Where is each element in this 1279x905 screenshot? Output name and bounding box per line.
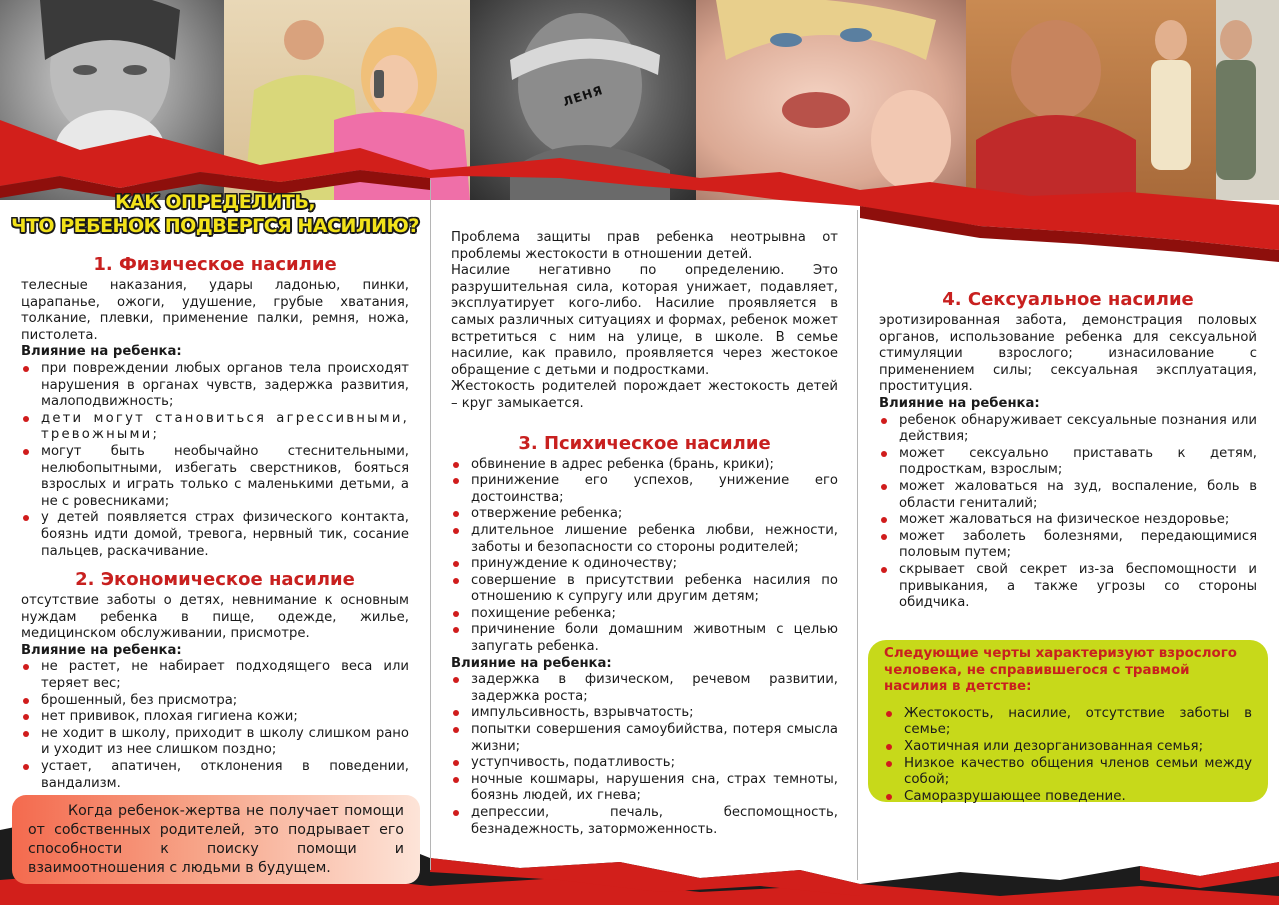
- psychological-list: [451, 457, 838, 656]
- middle-column: [451, 230, 838, 838]
- list-item: ночные кошмары, нарушения сна, страх темноты, боязнь людей, их гнева;: [451, 772, 838, 805]
- traits-heading: Следующие черты характеризуют взрослого человека, не справившегося с травмой насилия в детстве:: [884, 646, 1237, 695]
- main-title-line1: КАК ОПРЕДЕЛИТЬ,: [114, 191, 316, 213]
- list-item: похищение ребенка;: [451, 606, 838, 623]
- intro-p2: Насилие негативно по определению. Это разрушительная сила, которая унижает, подавляет, эксплуатирует кого-либо. Насилие проявляется в самых различных ситуациях и формах, ребенок может встретиться с ним на улице, в школе. В семье насилие, как правило, проявляется через жестокое обращение с детьми и подростками.: [451, 263, 838, 378]
- list-item: скрывает свой секрет из-за беспомощности и привыкания, а также угрозы со стороны обидчика.: [879, 562, 1257, 612]
- list-item: могут быть необычайно стеснительными, нелюбопытными, избегать сверстников, бояться взрослых и играть только с маленькими детьми, а не с ровесниками;: [21, 444, 409, 510]
- physical-heading: 1. Физическое насилие: [93, 254, 337, 275]
- list-item: Саморазрушающее поведение.: [884, 789, 1252, 806]
- list-item: импульсивность, взрывчатость;: [451, 705, 838, 722]
- list-item: брошенный, без присмотра;: [21, 693, 409, 710]
- intro-p3: Жестокость родителей порождает жестокость детей – круг замыкается.: [451, 379, 838, 411]
- list-item: не ходит в школу, приходит в школу слишком рано и уходит из нее слишком поздно;: [21, 726, 409, 759]
- list-item: попытки совершения самоубийства, потеря смысла жизни;: [451, 722, 838, 755]
- right-column: [879, 289, 1257, 612]
- list-item: длительное лишение ребенка любви, нежности, заботы и безопасности со стороны родителей;: [451, 523, 838, 556]
- list-item: уступчивость, податливость;: [451, 755, 838, 772]
- physical-text: телесные наказания, удары ладонью, пинки, царапанье, ожоги, удушение, грубые хватания, толкание, плевки, применение палки, ремня, ножа, пистолета.: [21, 278, 409, 343]
- main-title: [10, 190, 420, 238]
- psychological-heading: 3. Психическое насилие: [518, 432, 771, 454]
- list-item: причинение боли домашним животным с целью запугать ребенка.: [451, 622, 838, 655]
- economic-impact-list: [21, 659, 409, 792]
- physical-impact-list: [21, 361, 409, 560]
- list-item: совершение в присутствии ребенка насилия по отношению к супругу или другим детям;: [451, 573, 838, 606]
- headband-text: ЛЕНЯ: [561, 82, 605, 110]
- list-item: Низкое качество общения членов семьи между собой;: [884, 756, 1252, 789]
- list-item: депрессии, печаль, беспомощность, безнадежность, заторможенность.: [451, 805, 838, 838]
- list-item: у детей появляется страх физического контакта, боязнь идти домой, тревога, нервный тик, сосание пальцев, раскачивание.: [21, 510, 409, 560]
- sexual-impact-label: Влияние на ребенка:: [879, 395, 1040, 411]
- list-item: может жаловаться на зуд, воспаление, боль в области гениталий;: [879, 479, 1257, 512]
- list-item: задержка в физическом, речевом развитии, задержка роста;: [451, 672, 838, 705]
- list-item: может жаловаться на физическое нездоровье;: [879, 512, 1257, 529]
- list-item: может заболеть болезнями, передающимися половым путем;: [879, 529, 1257, 562]
- sexual-heading: 4. Сексуальное насилие: [942, 289, 1194, 310]
- list-item: ребенок обнаруживает сексуальные познания или действия;: [879, 413, 1257, 446]
- list-item: отвержение ребенка;: [451, 506, 838, 523]
- note-box: [12, 795, 420, 884]
- economic-heading: 2. Экономическое насилие: [75, 569, 355, 591]
- economic-text: отсутствие заботы о детях, невнимание к основным нуждам ребенка в пище, одежде, жилье, медицинском обслуживании, присмотре.: [21, 593, 409, 642]
- list-item: Хаотичная или дезорганизованная семья;: [884, 739, 1252, 756]
- divider-right: [857, 210, 858, 880]
- list-item: обвинение в адрес ребенка (брань, крики);: [451, 457, 838, 474]
- left-column: [21, 254, 409, 792]
- sexual-text: эротизированная забота, демонстрация половых органов, использование ребенка для сексуальной стимуляции взрослого; изнасилование с применением силы; сексуальная эксплуатация, проституция.: [879, 313, 1257, 395]
- list-item: может сексуально приставать к детям, подросткам, взрослым;: [879, 446, 1257, 479]
- list-item: Жестокость, насилие, отсутствие заботы в семье;: [884, 706, 1252, 739]
- list-item: нет прививок, плохая гигиена кожи;: [21, 709, 409, 726]
- main-title-line2: ЧТО РЕБЕНОК ПОДВЕРГСЯ НАСИЛИЮ?: [11, 215, 419, 237]
- list-item: принуждение к одиночеству;: [451, 556, 838, 573]
- list-item: устает, апатичен, отклонения в поведении, вандализм.: [21, 759, 409, 792]
- note-text: Когда ребенок-жертва не получает помощи от собственных родителей, это подрывает его способности к поиску помощи и взаимоотношения с людьми в будущем.: [28, 803, 404, 876]
- list-item: не растет, не набирает подходящего веса или теряет вес;: [21, 659, 409, 692]
- list-item: принижение его успехов, унижение его достоинства;: [451, 473, 838, 506]
- list-item: при повреждении любых органов тела происходят нарушения в органах чувств, задержка развития, малоподвижность;: [21, 361, 409, 411]
- economic-impact-label: Влияние на ребенка:: [21, 642, 182, 658]
- traits-box: [868, 640, 1268, 802]
- psychological-impact-list: [451, 672, 838, 838]
- sexual-impact-list: [879, 413, 1257, 612]
- psychological-impact-label: Влияние на ребенка:: [451, 655, 612, 671]
- physical-impact-label: Влияние на ребенка:: [21, 344, 182, 360]
- list-item: дети могут становиться агрессивными, тревожными;: [21, 411, 409, 444]
- divider-left: [430, 180, 431, 870]
- intro-p1: Проблема защиты прав ребенка неотрывна от проблемы жестокости в отношении детей.: [451, 230, 838, 262]
- traits-list: [884, 706, 1252, 806]
